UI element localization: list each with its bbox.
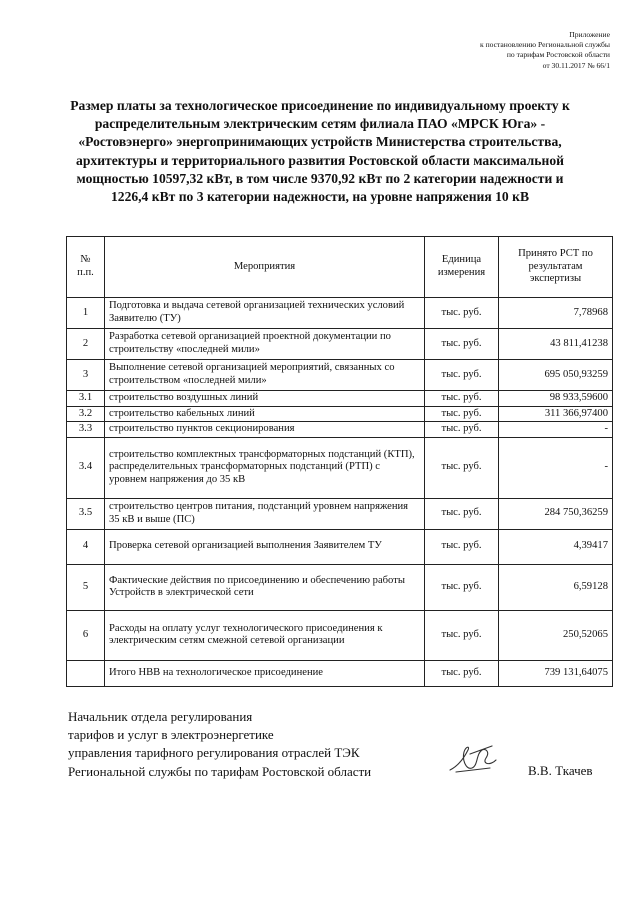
row-value: 7,78968 — [499, 298, 613, 329]
row-num: 3.5 — [67, 498, 105, 529]
row-value: 250,52065 — [499, 610, 613, 660]
signer-position-line: Начальник отдела регулирования — [68, 709, 253, 724]
row-value: 739 131,64075 — [499, 660, 613, 686]
row-activity: строительство комплектных трансформаторных подстанций (КТП), распределительных трансформаторных подстанций (РТП) с уровнем напряжения до 35 кВ — [105, 437, 425, 498]
signer-position-line: управления тарифного регулирования отраслей ТЭК — [68, 745, 360, 761]
row-activity: Разработка сетевой организацией проектной документации по строительству «последней мили» — [105, 329, 425, 360]
row-num: 3 — [67, 360, 105, 391]
row-activity: строительство кабельных линий — [105, 406, 425, 422]
row-value: 695 050,93259 — [499, 360, 613, 391]
row-unit: тыс. руб. — [425, 422, 499, 438]
table-row — [67, 529, 613, 564]
row-value: 4,39417 — [499, 529, 613, 564]
row-unit: тыс. руб. — [425, 610, 499, 660]
row-value: 284 750,36259 — [499, 498, 613, 529]
row-value: - — [499, 422, 613, 438]
row-unit: тыс. руб. — [425, 564, 499, 610]
table-row — [67, 610, 613, 660]
row-activity: Подготовка и выдача сетевой организацией технических условий Заявителю (ТУ) — [105, 298, 425, 329]
signer-position-line: тарифов и услуг в электроэнергетике — [68, 727, 274, 743]
row-unit: тыс. руб. — [425, 391, 499, 407]
row-num: 3.4 — [67, 437, 105, 498]
row-activity: строительство центров питания, подстанций уровнем напряжения 35 кВ и выше (ПС) — [105, 498, 425, 529]
row-num: 5 — [67, 564, 105, 610]
row-unit: тыс. руб. — [425, 498, 499, 529]
header-activity: Мероприятия — [105, 237, 425, 298]
row-num: 4 — [67, 529, 105, 564]
row-activity: Выполнение сетевой организацией мероприятий, связанных со строительством «последней мили» — [105, 360, 425, 391]
row-unit: тыс. руб. — [425, 529, 499, 564]
signer-position-line: Региональной службы по тарифам Ростовской области — [68, 763, 372, 779]
cost-table — [66, 236, 613, 687]
appendix-line: к постановлению Региональной службы — [479, 40, 610, 50]
row-value: - — [499, 437, 613, 498]
row-activity: Расходы на оплату услуг технологического присоединения к электрическим сетям смежной сетевой организации — [105, 610, 425, 660]
row-value: 6,59128 — [499, 564, 613, 610]
row-num: 3.2 — [67, 406, 105, 422]
row-num: 2 — [67, 329, 105, 360]
table-row — [67, 564, 613, 610]
header-value: Принято РСТ по результатам экспертизы — [499, 237, 613, 298]
row-unit: тыс. руб. — [425, 298, 499, 329]
table-row — [67, 498, 613, 529]
table-row-total — [67, 660, 613, 686]
table-header-row — [67, 237, 613, 298]
row-unit: тыс. руб. — [425, 660, 499, 686]
row-num — [67, 660, 105, 686]
appendix-line: от 30.11.2017 № 66/1 — [542, 60, 610, 70]
row-activity: Фактические действия по присоединению и обеспечению работы Устройств в электрической сети — [105, 564, 425, 610]
row-unit: тыс. руб. — [425, 360, 499, 391]
row-activity: строительство воздушных линий — [105, 391, 425, 407]
table-row — [67, 391, 613, 407]
document-title: Размер платы за технологическое присоединение по индивидуальному проекту к распределительным электрическим сетям филиала ПАО «МРСК Юга» - «Ростовэнерго» энергопринимающих устройств Министерства строительства, архитектуры и территориального развития Ростовской области максимальной мощностью 10597,32 кВт, в том числе 9370,92 кВт по 2 категории надежности и 1226,4 кВт по 3 категории надежности, на уровне напряжения 10 кВ — [70, 98, 570, 205]
row-num: 3.3 — [67, 422, 105, 438]
appendix-note — [350, 30, 610, 71]
row-activity: строительство пунктов секционирования — [105, 422, 425, 438]
row-unit: тыс. руб. — [425, 437, 499, 498]
signer-name: В.В. Ткачев — [528, 763, 593, 778]
row-value: 98 933,59600 — [499, 391, 613, 407]
table-row — [67, 360, 613, 391]
handwritten-signature-icon — [446, 740, 506, 778]
row-value: 311 366,97400 — [499, 406, 613, 422]
row-activity: Проверка сетевой организацией выполнения Заявителем ТУ — [105, 529, 425, 564]
row-unit: тыс. руб. — [425, 329, 499, 360]
row-num: 6 — [67, 610, 105, 660]
appendix-line: по тарифам Ростовской области — [506, 50, 610, 60]
table-row — [67, 298, 613, 329]
header-num: № п.п. — [67, 237, 105, 298]
row-unit: тыс. руб. — [425, 406, 499, 422]
row-value: 43 811,41238 — [499, 329, 613, 360]
table-row — [67, 422, 613, 438]
row-num: 1 — [67, 298, 105, 329]
header-unit: Единица измерения — [425, 237, 499, 298]
table-row — [67, 329, 613, 360]
row-num: 3.1 — [67, 391, 105, 407]
appendix-line: Приложение — [569, 30, 610, 39]
row-activity: Итого НВВ на технологическое присоединение — [105, 660, 425, 686]
table-row — [67, 437, 613, 498]
table-row — [67, 406, 613, 422]
